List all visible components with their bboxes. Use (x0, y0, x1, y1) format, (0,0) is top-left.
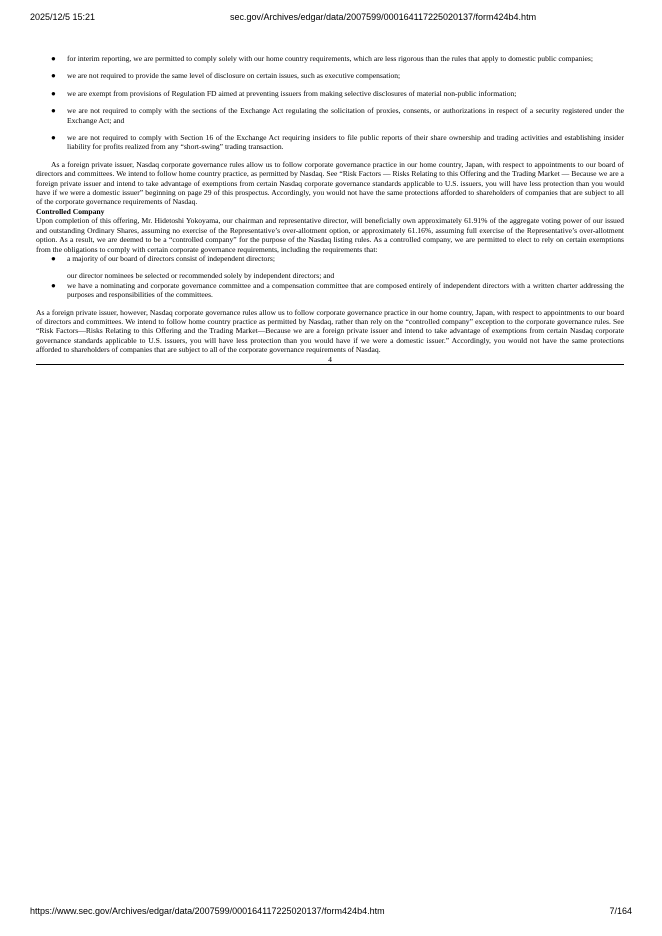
list-item-text: we are not required to comply with the sections of the Exchange Act regulating the solicitation of proxies, consents, or authorizations in respect of a security registered under the Exchange Act; and (67, 106, 624, 125)
print-footer (30, 906, 632, 920)
list-item-text: a majority of our board of directors consist of independent directors; (67, 253, 275, 263)
print-datetime: 2025/12/5 15:21 (30, 12, 96, 22)
paragraph-controlled-company: Upon completion of this offering, Mr. Hidetoshi Yokoyama, our chairman and representative director, will beneficially own approximately 61.91% of the aggregate voting power of our issued and outstanding Ordinary Shares, assuming no exercise of the Representative’s over-allotment option, or approximately 61.16%, assuming full exercise of the Representative’s over-allotment option. As a result, we are deemed to be a “controlled company” for the purpose of the Nasdaq listing rules. As a controlled company, we are permitted to elect to rely on certain exemptions from the obligations to comply with certain corporate governance requirements, including the requirements that: (36, 216, 624, 254)
bullet-icon: ● (51, 280, 56, 290)
list-item (36, 71, 624, 80)
list-item (36, 89, 624, 98)
list-item-text: we are not required to comply with Section 16 of the Exchange Act requiring insiders to file public reports of their share ownership and trading activities and establishing insider liability for profits realized from any “short-swing” trading transaction. (67, 133, 624, 152)
bullet-icon: ● (51, 106, 56, 116)
page-divider (36, 364, 624, 365)
list-item (36, 254, 624, 263)
bullet-icon: ● (51, 253, 56, 263)
bullet-icon: ● (51, 133, 56, 143)
print-page-title: sec.gov/Archives/edgar/data/2007599/000164117225020137/form424b4.htm (230, 12, 537, 22)
section-heading: Controlled Company (36, 206, 105, 216)
list-item (36, 133, 624, 152)
list-item-text: for interim reporting, we are permitted to comply solely with our home country requirements, which are less rigorous than the rules that apply to domestic public companies; (67, 54, 593, 63)
bullet-icon: ● (51, 54, 56, 63)
list-item (36, 106, 624, 125)
list-item-text: we are exempt from provisions of Regulation FD aimed at preventing issuers from making selective disclosures of material non-public information; (67, 88, 517, 98)
document-body (36, 54, 624, 365)
paragraph-foreign-private-issuer: As a foreign private issuer, Nasdaq corporate governance rules allow us to follow corporate governance practice in our home country, Japan, with respect to appointments to our board of directors and committees. We intend to follow home country practice, as permitted by Nasdaq. See “Risk Factors — Risks Relating to this Offering and the Trading Market — Because we are a foreign private issuer and intend to take advantage of exemptions from certain Nasdaq corporate governance standards applicable to U.S. issuers, you will have less protection than you would have if we were a domestic issuer” beginning on page 29 of this prospectus. Accordingly, you would not have the same protections afforded to shareholders of companies that are subject to all of the corporate governance requirements of Nasdaq. (36, 159, 624, 207)
page-number: 4 (328, 354, 332, 364)
print-header (30, 12, 632, 26)
print-page-count: 7/164 (609, 906, 632, 916)
bullet-icon: ● (51, 88, 56, 98)
list-item-text: we have a nominating and corporate governance committee and a compensation committee that are composed entirely of independent directors with a written charter addressing the purposes and responsibilities of the committees. (67, 280, 624, 300)
print-url: https://www.sec.gov/Archives/edgar/data/2007599/000164117225020137/form424b4.htm (30, 906, 385, 916)
list-item (36, 54, 624, 63)
paragraph-home-country-practice: As a foreign private issuer, however, Nasdaq corporate governance rules allow us to follow corporate governance practice in our home country, Japan, with respect to appointments to our board of directors and committees. We intend to follow home country practice as permitted by Nasdaq, rather than rely on the “controlled company” exception to the corporate governance rules. See “Risk Factors—Risks Relating to this Offering and the Trading Market—Because we are a foreign private issuer and intend to take advantage of exemptions from certain Nasdaq corporate governance standards applicable to U.S. issuers, you will have less protection than you would have if we were a domestic issuer.” Accordingly, you would not have the same protections afforded to shareholders of companies that are subject to all of the corporate governance requirements of Nasdaq. (36, 307, 624, 355)
list-item-text: our director nominees be selected or recommended solely by independent directors; and (67, 271, 335, 281)
list-item-text: we are not required to provide the same level of disclosure on certain issues, such as executive compensation; (67, 71, 401, 81)
bullet-icon: ● (51, 71, 56, 81)
list-item (36, 281, 624, 300)
